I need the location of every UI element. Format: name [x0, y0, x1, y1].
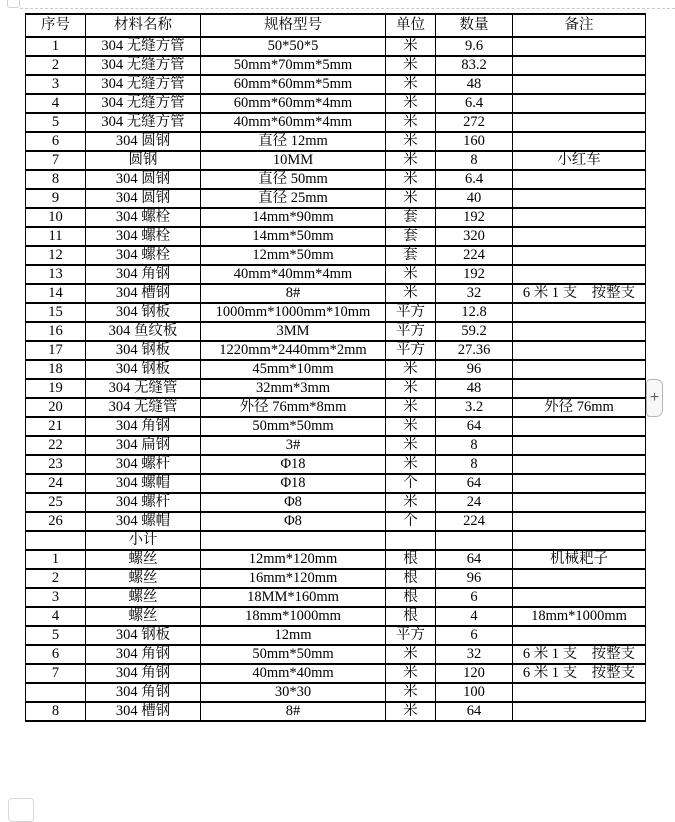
cell-material[interactable]: 304 螺帽: [86, 512, 201, 531]
cell-remark[interactable]: 6 米 1 支 按整支: [513, 284, 646, 303]
cell-index[interactable]: 2: [26, 569, 86, 588]
cell-index[interactable]: 6: [26, 132, 86, 151]
cell-qty[interactable]: 272: [436, 113, 513, 132]
cell-index[interactable]: 24: [26, 474, 86, 493]
cell-remark[interactable]: 6 米 1 支 按整支: [513, 645, 646, 664]
cell-material[interactable]: 螺丝: [86, 607, 201, 626]
cell-spec[interactable]: 10MM: [201, 151, 386, 170]
cell-unit[interactable]: 米: [386, 360, 436, 379]
cell-qty[interactable]: 3.2: [436, 398, 513, 417]
cell-material[interactable]: 304 圆钢: [86, 189, 201, 208]
cell-spec[interactable]: 12mm*120mm: [201, 550, 386, 569]
cell-index[interactable]: 23: [26, 455, 86, 474]
cell-material[interactable]: 304 鱼纹板: [86, 322, 201, 341]
cell-index[interactable]: 1: [26, 550, 86, 569]
cell-index[interactable]: 9: [26, 189, 86, 208]
table-row: [26, 322, 646, 341]
cell-remark[interactable]: [513, 683, 646, 702]
cell-spec[interactable]: 50mm*50mm: [201, 417, 386, 436]
cell-remark[interactable]: [513, 588, 646, 607]
table-body: [26, 37, 646, 721]
cell-material[interactable]: 304 圆钢: [86, 170, 201, 189]
cell-remark[interactable]: [513, 189, 646, 208]
cell-spec[interactable]: 直径 25mm: [201, 189, 386, 208]
cell-remark[interactable]: 外径 76mm: [513, 398, 646, 417]
cell-material[interactable]: 螺丝: [86, 550, 201, 569]
cell-qty[interactable]: 192: [436, 208, 513, 227]
cell-material[interactable]: 304 槽钢: [86, 702, 201, 721]
cell-unit[interactable]: 根: [386, 550, 436, 569]
cell-index[interactable]: 3: [26, 75, 86, 94]
table-handle-partial-bottom[interactable]: [8, 798, 34, 822]
cell-unit[interactable]: 米: [386, 132, 436, 151]
cell-spec[interactable]: 外径 76mm*8mm: [201, 398, 386, 417]
cell-spec[interactable]: [201, 531, 386, 550]
cell-unit[interactable]: 米: [386, 645, 436, 664]
cell-spec[interactable]: 8#: [201, 702, 386, 721]
cell-material[interactable]: 304 角钢: [86, 417, 201, 436]
cell-unit[interactable]: 米: [386, 113, 436, 132]
cell-unit[interactable]: 米: [386, 493, 436, 512]
cell-material[interactable]: 304 无缝管: [86, 379, 201, 398]
cell-unit[interactable]: 米: [386, 56, 436, 75]
cell-index[interactable]: 16: [26, 322, 86, 341]
cell-unit[interactable]: 米: [386, 664, 436, 683]
cell-index[interactable]: [26, 531, 86, 550]
cell-material[interactable]: 304 螺杆: [86, 493, 201, 512]
cell-material[interactable]: 304 扁钢: [86, 436, 201, 455]
cell-material[interactable]: 304 钢板: [86, 341, 201, 360]
cell-remark[interactable]: [513, 94, 646, 113]
cell-material[interactable]: 304 钢板: [86, 360, 201, 379]
cell-index[interactable]: 5: [26, 626, 86, 645]
cell-spec[interactable]: Φ18: [201, 455, 386, 474]
cell-qty[interactable]: 160: [436, 132, 513, 151]
table-row: [26, 455, 646, 474]
cell-remark[interactable]: [513, 170, 646, 189]
table-row: [26, 37, 646, 56]
cell-spec[interactable]: Φ18: [201, 474, 386, 493]
cell-index[interactable]: 25: [26, 493, 86, 512]
cell-spec[interactable]: 50mm*70mm*5mm: [201, 56, 386, 75]
table-row: [26, 113, 646, 132]
cell-unit[interactable]: 根: [386, 569, 436, 588]
table-row: [26, 360, 646, 379]
table-row: [26, 132, 646, 151]
table-row: [26, 569, 646, 588]
cell-qty[interactable]: 48: [436, 379, 513, 398]
cell-index[interactable]: 15: [26, 303, 86, 322]
cell-remark[interactable]: [513, 626, 646, 645]
table-row: [26, 702, 646, 721]
cell-qty[interactable]: 6.4: [436, 170, 513, 189]
cell-qty[interactable]: 6: [436, 626, 513, 645]
cell-material[interactable]: 304 圆钢: [86, 132, 201, 151]
cell-spec[interactable]: 14mm*50mm: [201, 227, 386, 246]
cell-material[interactable]: 螺丝: [86, 588, 201, 607]
table-row: [26, 417, 646, 436]
cell-qty[interactable]: 224: [436, 246, 513, 265]
cell-remark[interactable]: [513, 436, 646, 455]
table-row: [26, 246, 646, 265]
cell-index[interactable]: 8: [26, 170, 86, 189]
cell-unit[interactable]: 套: [386, 208, 436, 227]
cell-remark[interactable]: [513, 702, 646, 721]
cell-remark[interactable]: [513, 113, 646, 132]
cell-remark[interactable]: [513, 227, 646, 246]
cell-index[interactable]: 13: [26, 265, 86, 284]
cell-qty[interactable]: 4: [436, 607, 513, 626]
table-row: [26, 341, 646, 360]
cell-spec[interactable]: 16mm*120mm: [201, 569, 386, 588]
cell-index[interactable]: 3: [26, 588, 86, 607]
cell-spec[interactable]: 3MM: [201, 322, 386, 341]
cell-remark[interactable]: [513, 569, 646, 588]
cell-qty[interactable]: 96: [436, 360, 513, 379]
cell-material[interactable]: 304 螺杆: [86, 455, 201, 474]
cell-qty[interactable]: [436, 531, 513, 550]
cell-remark[interactable]: [513, 474, 646, 493]
cell-remark[interactable]: [513, 455, 646, 474]
cell-material[interactable]: 304 角钢: [86, 683, 201, 702]
cell-remark[interactable]: 小红车: [513, 151, 646, 170]
cell-unit[interactable]: 米: [386, 75, 436, 94]
column-header-qty[interactable]: 数量: [436, 14, 513, 37]
cell-index[interactable]: 7: [26, 151, 86, 170]
cell-remark[interactable]: [513, 37, 646, 56]
cell-unit[interactable]: 米: [386, 37, 436, 56]
cell-unit[interactable]: 米: [386, 284, 436, 303]
cell-qty[interactable]: 32: [436, 645, 513, 664]
cell-index[interactable]: [26, 683, 86, 702]
cell-remark[interactable]: [513, 417, 646, 436]
cell-remark[interactable]: [513, 512, 646, 531]
cell-qty[interactable]: 40: [436, 189, 513, 208]
column-header-remark[interactable]: 备注: [513, 14, 646, 37]
cell-qty[interactable]: 59.2: [436, 322, 513, 341]
cell-unit[interactable]: 米: [386, 436, 436, 455]
cell-spec[interactable]: 32mm*3mm: [201, 379, 386, 398]
table-row: [26, 398, 646, 417]
cell-unit[interactable]: 套: [386, 227, 436, 246]
cell-spec[interactable]: 45mm*10mm: [201, 360, 386, 379]
cell-index[interactable]: 7: [26, 664, 86, 683]
cell-material[interactable]: 304 无缝方管: [86, 56, 201, 75]
cell-spec[interactable]: 60mm*60mm*4mm: [201, 94, 386, 113]
table-row: [26, 474, 646, 493]
table-row: [26, 170, 646, 189]
cell-spec[interactable]: 18mm*1000mm: [201, 607, 386, 626]
cell-qty[interactable]: 8: [436, 151, 513, 170]
cell-spec[interactable]: 40mm*40mm*4mm: [201, 265, 386, 284]
cell-qty[interactable]: 83.2: [436, 56, 513, 75]
cell-spec[interactable]: 直径 50mm: [201, 170, 386, 189]
cell-index[interactable]: 21: [26, 417, 86, 436]
cell-unit[interactable]: 米: [386, 398, 436, 417]
table-row: [26, 227, 646, 246]
cell-remark[interactable]: [513, 132, 646, 151]
cell-unit[interactable]: 米: [386, 417, 436, 436]
cell-spec[interactable]: 14mm*90mm: [201, 208, 386, 227]
cell-spec[interactable]: Φ8: [201, 493, 386, 512]
cell-index[interactable]: 19: [26, 379, 86, 398]
cell-material[interactable]: 圆钢: [86, 151, 201, 170]
column-header-spec[interactable]: 规格型号: [201, 14, 386, 37]
cell-spec[interactable]: 40mm*40mm: [201, 664, 386, 683]
page-margin-dashed-line: [20, 8, 675, 9]
cell-qty[interactable]: 320: [436, 227, 513, 246]
cell-material[interactable]: 304 无缝方管: [86, 113, 201, 132]
cell-unit[interactable]: 平方: [386, 341, 436, 360]
cell-index[interactable]: 20: [26, 398, 86, 417]
cell-index[interactable]: 10: [26, 208, 86, 227]
cell-qty[interactable]: 6: [436, 588, 513, 607]
cell-index[interactable]: 5: [26, 113, 86, 132]
cell-spec[interactable]: 18MM*160mm: [201, 588, 386, 607]
table-row: [26, 683, 646, 702]
table-row: [26, 303, 646, 322]
cell-qty[interactable]: 192: [436, 265, 513, 284]
cell-qty[interactable]: 12.8: [436, 303, 513, 322]
table-row: [26, 265, 646, 284]
cell-qty[interactable]: 9.6: [436, 37, 513, 56]
column-header-material[interactable]: 材料名称: [86, 14, 201, 37]
cell-remark[interactable]: [513, 246, 646, 265]
column-header-index[interactable]: 序号: [26, 14, 86, 37]
table-row: [26, 664, 646, 683]
cell-material[interactable]: 螺丝: [86, 569, 201, 588]
cell-spec[interactable]: 60mm*60mm*5mm: [201, 75, 386, 94]
cell-remark[interactable]: 6 米 1 支 按整支: [513, 664, 646, 683]
cell-unit[interactable]: 平方: [386, 626, 436, 645]
cell-remark[interactable]: [513, 493, 646, 512]
cell-unit[interactable]: 个: [386, 512, 436, 531]
table-row: [26, 379, 646, 398]
table-row: [26, 208, 646, 227]
cell-remark[interactable]: [513, 360, 646, 379]
cell-material[interactable]: 304 钢板: [86, 626, 201, 645]
cell-material[interactable]: 304 螺帽: [86, 474, 201, 493]
cell-index[interactable]: 4: [26, 94, 86, 113]
cell-qty[interactable]: 64: [436, 474, 513, 493]
table-row: [26, 607, 646, 626]
table-row: [26, 189, 646, 208]
cell-index[interactable]: 18: [26, 360, 86, 379]
table-row: [26, 493, 646, 512]
cell-unit[interactable]: 米: [386, 455, 436, 474]
cell-remark[interactable]: [513, 341, 646, 360]
cell-spec[interactable]: 直径 12mm: [201, 132, 386, 151]
cell-unit[interactable]: 米: [386, 702, 436, 721]
cell-qty[interactable]: 32: [436, 284, 513, 303]
table-row: [26, 512, 646, 531]
cell-index[interactable]: 2: [26, 56, 86, 75]
table-row: [26, 56, 646, 75]
materials-table: [25, 13, 646, 722]
table-handle-partial-top[interactable]: [7, 0, 20, 8]
cell-material[interactable]: 304 槽钢: [86, 284, 201, 303]
cell-qty[interactable]: 48: [436, 75, 513, 94]
cell-material[interactable]: 304 无缝方管: [86, 94, 201, 113]
cell-index[interactable]: 6: [26, 645, 86, 664]
cell-spec[interactable]: 12mm*50mm: [201, 246, 386, 265]
cell-material[interactable]: 304 角钢: [86, 265, 201, 284]
cell-remark[interactable]: [513, 56, 646, 75]
table-row: [26, 284, 646, 303]
cell-remark[interactable]: [513, 303, 646, 322]
cell-material[interactable]: 304 螺栓: [86, 227, 201, 246]
cell-qty[interactable]: 224: [436, 512, 513, 531]
cell-spec[interactable]: 1000mm*1000mm*10mm: [201, 303, 386, 322]
cell-unit[interactable]: 平方: [386, 303, 436, 322]
table-row: [26, 75, 646, 94]
table-row: [26, 531, 646, 550]
cell-unit[interactable]: 根: [386, 588, 436, 607]
cell-unit[interactable]: 米: [386, 379, 436, 398]
table-row: [26, 550, 646, 569]
cell-qty[interactable]: 8: [436, 436, 513, 455]
cell-index[interactable]: 4: [26, 607, 86, 626]
cell-remark[interactable]: [513, 322, 646, 341]
cell-material[interactable]: 304 无缝方管: [86, 75, 201, 94]
table-row: [26, 436, 646, 455]
cell-spec[interactable]: 50mm*50mm: [201, 645, 386, 664]
cell-index[interactable]: 1: [26, 37, 86, 56]
cell-remark[interactable]: [513, 265, 646, 284]
cell-spec[interactable]: Φ8: [201, 512, 386, 531]
cell-qty[interactable]: 120: [436, 664, 513, 683]
cell-unit[interactable]: 套: [386, 246, 436, 265]
cell-spec[interactable]: 1220mm*2440mm*2mm: [201, 341, 386, 360]
cell-index[interactable]: 22: [26, 436, 86, 455]
cell-qty[interactable]: 6.4: [436, 94, 513, 113]
cell-remark[interactable]: [513, 379, 646, 398]
cell-material[interactable]: 小计: [86, 531, 201, 550]
cell-remark[interactable]: 机械耙子: [513, 550, 646, 569]
cell-qty[interactable]: 100: [436, 683, 513, 702]
cell-spec[interactable]: 12mm: [201, 626, 386, 645]
cell-qty[interactable]: 64: [436, 417, 513, 436]
cell-unit[interactable]: 个: [386, 474, 436, 493]
table-row: [26, 588, 646, 607]
cell-qty[interactable]: 8: [436, 455, 513, 474]
cell-material[interactable]: 304 螺栓: [86, 208, 201, 227]
cell-unit[interactable]: 米: [386, 170, 436, 189]
cell-index[interactable]: 26: [26, 512, 86, 531]
cell-index[interactable]: 8: [26, 702, 86, 721]
cell-unit[interactable]: 米: [386, 94, 436, 113]
cell-unit[interactable]: 米: [386, 265, 436, 284]
cell-remark[interactable]: 18mm*1000mm: [513, 607, 646, 626]
cell-remark[interactable]: [513, 531, 646, 550]
cell-material[interactable]: 304 角钢: [86, 664, 201, 683]
header-row: [26, 14, 646, 37]
table-row: [26, 94, 646, 113]
cell-unit[interactable]: 米: [386, 151, 436, 170]
cell-qty[interactable]: 96: [436, 569, 513, 588]
cell-material[interactable]: 304 钢板: [86, 303, 201, 322]
cell-spec[interactable]: 3#: [201, 436, 386, 455]
column-header-unit[interactable]: 单位: [386, 14, 436, 37]
cell-unit[interactable]: 根: [386, 607, 436, 626]
cell-qty[interactable]: 64: [436, 550, 513, 569]
cell-remark[interactable]: [513, 75, 646, 94]
insert-row-button[interactable]: +: [646, 379, 663, 417]
cell-spec[interactable]: 8#: [201, 284, 386, 303]
cell-index[interactable]: 17: [26, 341, 86, 360]
cell-material[interactable]: 304 无缝方管: [86, 37, 201, 56]
cell-qty[interactable]: 24: [436, 493, 513, 512]
cell-index[interactable]: 14: [26, 284, 86, 303]
cell-spec[interactable]: 30*30: [201, 683, 386, 702]
cell-unit[interactable]: [386, 531, 436, 550]
cell-spec[interactable]: 50*50*5: [201, 37, 386, 56]
cell-unit[interactable]: 平方: [386, 322, 436, 341]
cell-material[interactable]: 304 无缝管: [86, 398, 201, 417]
table-row: [26, 626, 646, 645]
table-row: [26, 151, 646, 170]
cell-spec[interactable]: 40mm*60mm*4mm: [201, 113, 386, 132]
cell-material[interactable]: 304 螺栓: [86, 246, 201, 265]
cell-qty[interactable]: 64: [436, 702, 513, 721]
cell-qty[interactable]: 27.36: [436, 341, 513, 360]
cell-remark[interactable]: [513, 208, 646, 227]
cell-index[interactable]: 11: [26, 227, 86, 246]
cell-material[interactable]: 304 角钢: [86, 645, 201, 664]
table-row: [26, 645, 646, 664]
cell-index[interactable]: 12: [26, 246, 86, 265]
cell-unit[interactable]: 米: [386, 189, 436, 208]
cell-unit[interactable]: 米: [386, 683, 436, 702]
